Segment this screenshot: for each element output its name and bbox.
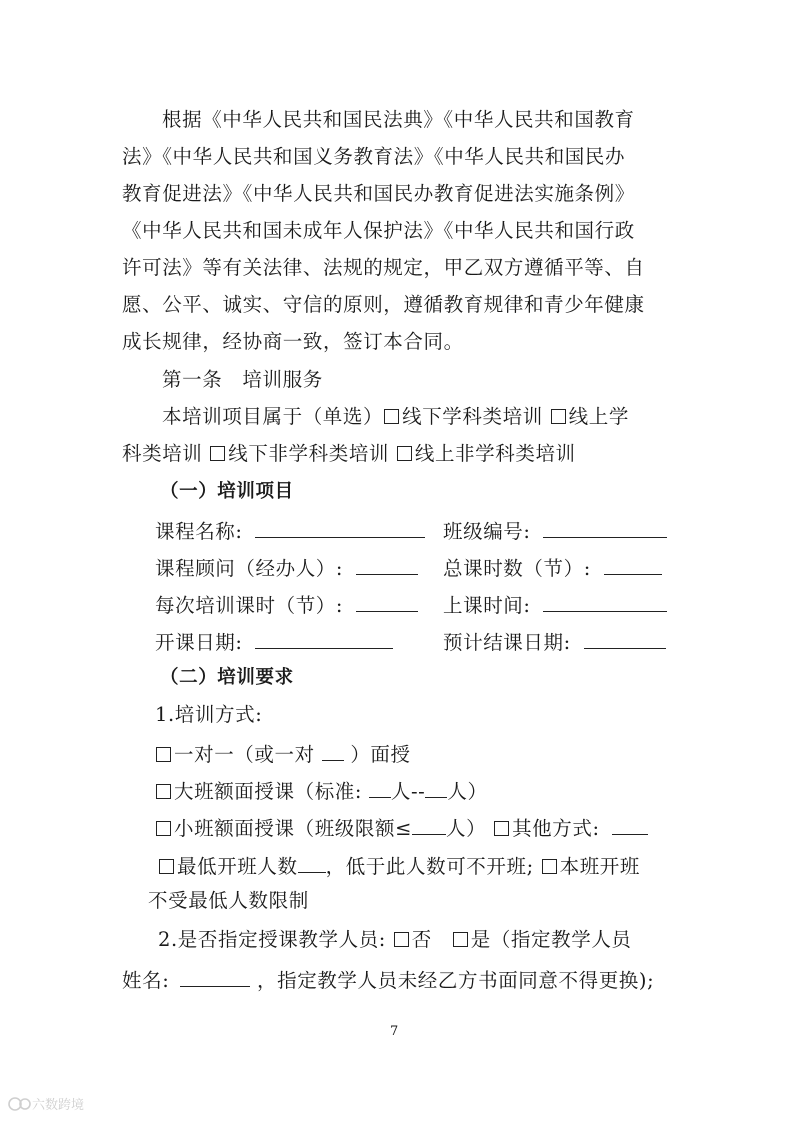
course-name-input[interactable] — [255, 517, 425, 538]
training-method-label: 1.培训方式: — [155, 703, 263, 726]
online-nonsubject-label: 线上非学科类培训 — [414, 442, 576, 465]
large-class-text-a: 大班额面授课（标准: — [174, 780, 363, 803]
large-class-text-b: 人-- — [390, 780, 426, 803]
checkbox-teacher-no[interactable] — [394, 932, 409, 947]
start-date-field — [155, 628, 393, 655]
total-hours-field — [443, 554, 662, 581]
large-class-option — [155, 777, 488, 804]
online-subject-label-a: 线上学 — [568, 405, 629, 428]
watermark-text: 六数跨境 — [32, 1098, 85, 1113]
checkbox-online-nonsubject[interactable] — [397, 446, 412, 461]
one-on-one-count-input[interactable] — [322, 740, 344, 761]
small-class-text-b: 人） — [446, 817, 487, 840]
teacher-designation-question: 2.是否指定授课教学人员: — [158, 928, 386, 951]
article1-title: 第一条 培训服务 — [162, 368, 323, 391]
offline-subject-label: 线下学科类培训 — [402, 405, 543, 428]
small-class-limit-input[interactable] — [412, 814, 446, 835]
end-date-input[interactable] — [584, 628, 666, 649]
checkbox-no-min[interactable] — [542, 859, 557, 874]
other-method-label: 其他方式: — [512, 817, 600, 840]
offline-nonsubject-label: 线下非学科类培训 — [228, 442, 390, 465]
small-class-option — [155, 814, 648, 841]
teacher-name-line — [122, 966, 654, 993]
intro-line-2: 法》《中华人民共和国义务教育法》《中华人民共和国民办 — [122, 145, 626, 168]
end-date-label: 预计结课日期: — [443, 631, 571, 654]
hours-each-label: 每次培训课时（节）: — [155, 594, 344, 617]
teacher-name-label: 姓名: — [122, 969, 170, 992]
advisor-field — [155, 554, 418, 581]
min-class-option-cont: 不受最低人数限制 — [148, 889, 309, 912]
one-on-one-text-b: ）面授 — [350, 743, 411, 766]
small-class-text-a: 小班额面授课（班级限额≤ — [174, 817, 413, 840]
min-class-text-b: ，低于此人数可不开班; — [325, 855, 534, 878]
class-time-field — [443, 591, 667, 618]
watermark-logo-icon — [8, 1096, 32, 1112]
intro-line-5: 许可法》等有关法律、法规的规定，甲乙双方遵循平等、自 — [122, 256, 645, 279]
teacher-name-input[interactable] — [180, 966, 250, 987]
page-number: 7 — [390, 1024, 399, 1039]
teacher-name-note: ，指定教学人员未经乙方书面同意不得更换); — [257, 969, 655, 992]
watermark — [8, 1094, 84, 1113]
teacher-yes-label: 是（指定教学人员 — [470, 928, 632, 951]
intro-line-6: 愿、公平、诚实、守信的原则，遵循教育规律和青少年健康 — [122, 293, 645, 316]
teacher-no-label: 否 — [411, 928, 432, 951]
total-hours-input[interactable] — [604, 554, 662, 575]
checkbox-small-class[interactable] — [156, 821, 171, 836]
class-no-field — [443, 517, 667, 544]
training-type-line-2 — [122, 442, 576, 466]
intro-line-1: 根据《中华人民共和国民法典》《中华人民共和国教育 — [162, 108, 635, 131]
min-class-text-a: 最低开班人数 — [177, 855, 298, 878]
section2-title: （二）培训要求 — [160, 667, 294, 688]
start-date-input[interactable] — [255, 628, 393, 649]
class-no-input[interactable] — [543, 517, 667, 538]
training-type-line-1 — [162, 405, 629, 429]
one-on-one-text-a: 一对一（或一对 — [174, 743, 315, 766]
large-class-min-input[interactable] — [369, 777, 391, 798]
other-method-input[interactable] — [612, 814, 648, 835]
advisor-input[interactable] — [356, 554, 418, 575]
online-subject-label-b: 科类培训 — [122, 442, 203, 465]
checkbox-min-class[interactable] — [159, 859, 174, 874]
checkbox-other-method[interactable] — [494, 821, 509, 836]
min-class-count-input[interactable] — [298, 852, 326, 873]
checkbox-online-subject[interactable] — [551, 409, 566, 424]
large-class-text-c: 人） — [447, 780, 488, 803]
class-time-input[interactable] — [543, 591, 667, 612]
one-on-one-option — [155, 740, 411, 767]
course-name-label: 课程名称: — [155, 520, 243, 543]
advisor-label: 课程顾问（经办人）: — [155, 557, 344, 580]
total-hours-label: 总课时数（节）: — [443, 557, 591, 580]
checkbox-offline-nonsubject[interactable] — [210, 446, 225, 461]
checkbox-offline-subject[interactable] — [384, 409, 399, 424]
class-no-label: 班级编号: — [443, 520, 531, 543]
min-class-text-c: 本班开班 — [559, 855, 640, 878]
start-date-label: 开课日期: — [155, 631, 243, 654]
intro-line-7: 成长规律，经协商一致，签订本合同。 — [122, 330, 464, 353]
class-time-label: 上课时间: — [443, 594, 531, 617]
end-date-field — [443, 628, 666, 655]
checkbox-one-on-one[interactable] — [156, 747, 171, 762]
intro-line-4: 《中华人民共和国未成年人保护法》《中华人民共和国行政 — [122, 219, 635, 242]
checkbox-teacher-yes[interactable] — [453, 932, 468, 947]
intro-line-3: 教育促进法》《中华人民共和国民办教育促进法实施条例》 — [122, 182, 635, 205]
course-name-field — [155, 517, 425, 544]
large-class-max-input[interactable] — [425, 777, 447, 798]
training-type-prefix: 本培训项目属于（单选） — [162, 405, 384, 428]
min-class-option — [158, 852, 640, 879]
teacher-designation — [158, 928, 632, 952]
hours-each-input[interactable] — [356, 591, 418, 612]
section1-title: （一）培训项目 — [160, 481, 294, 502]
checkbox-large-class[interactable] — [156, 784, 171, 799]
hours-each-field — [155, 591, 418, 618]
